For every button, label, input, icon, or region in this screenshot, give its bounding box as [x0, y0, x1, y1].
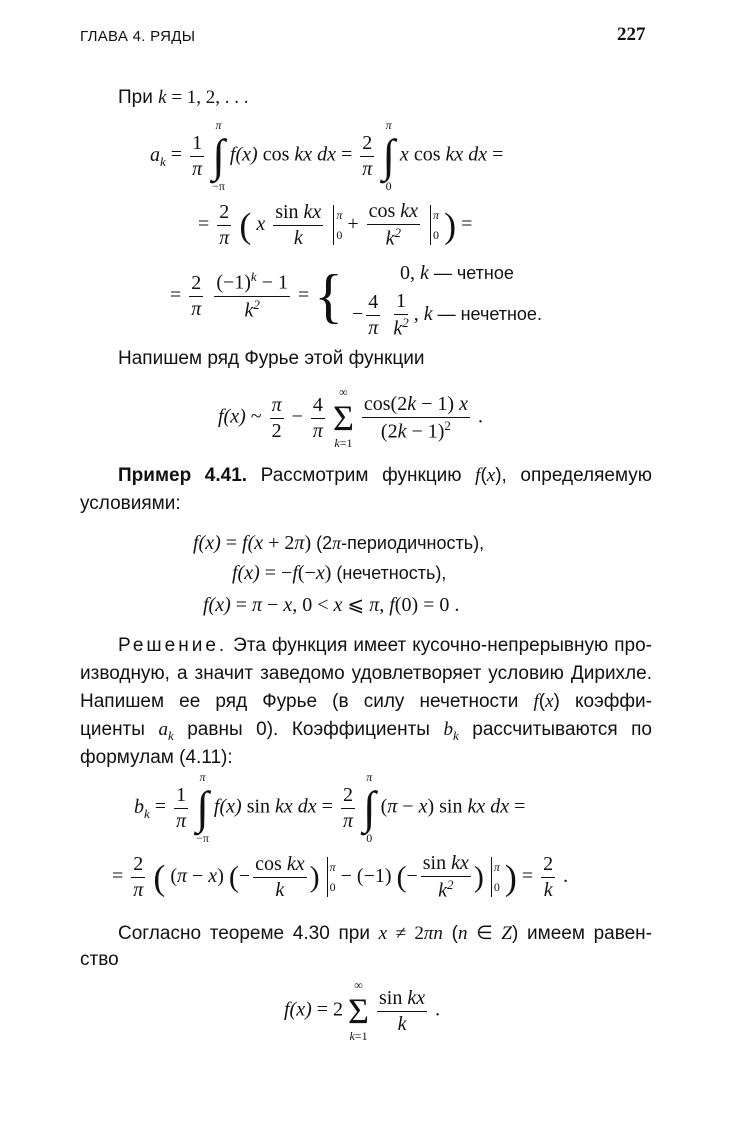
- example-line-2: условиями:: [80, 493, 181, 514]
- solution-line-2: изводную, а значит заведомо удовлетворяет условию Дирихле.: [80, 663, 652, 684]
- condition-definition: f(x) = π − x, 0 < x ⩽ π, f(0) = 0 .: [203, 594, 460, 616]
- formula-bk-line-2: = $\frac{2}{\pi}$ ( (π − x) (− $\frac{\text{cos kx}}{k}$ ) π 0 − (−1) (− $\frac{\text{sin kx}}{k^2}$ ) π 0 ) = $\frac{2}{k}$ .: [112, 852, 569, 902]
- theorem-line-1: Согласно теореме 4.30 при x ≠ 2πn (n ∈ Z) имеем равен-: [118, 923, 652, 944]
- text-line-fourier: Напишем ряд Фурье этой функции: [118, 348, 425, 369]
- page-number: 227: [617, 24, 646, 45]
- text-label: При: [118, 87, 159, 108]
- case-odd: − $\frac{4}{\pi}$ $\frac{1}{k^2}$ , k — нечетное.: [352, 290, 542, 340]
- example-label: Пример 4.41.: [118, 465, 248, 486]
- condition-periodic: f(x) = f(x + 2π) (2π-периодичность),: [193, 532, 485, 554]
- solution-line-3: Напишем ее ряд Фурье (в силу нечетности f(x) коэффи-: [80, 691, 652, 712]
- theorem-line-2: ство: [80, 949, 119, 970]
- formula-bk-line-1: $b_k$ = $\frac{1}{\pi}$ π ∫ −π f(x) sin kx dx = $\frac{2}{\pi}$ π ∫ 0 (π − x) sin kx dx =: [134, 770, 526, 845]
- example-line-1: Пример 4.41. Рассмотрим функцию f(x), определяемую: [118, 465, 652, 486]
- formula-series-cos: f(x) ~ $\frac{\pi}{2}$ − $\frac{4}{\pi}$ ∞ Σ k=1 $\frac{\cos(2k - 1) x}{(2k - 1)^2}$ .: [218, 385, 483, 450]
- solution-line-5: формулам (4.11):: [80, 747, 233, 768]
- formula-ak-line-2: = $\frac{2}{\pi}$ ( x $\frac{\text{sin kx}}{k}$ π 0 + $\frac{\text{cos kx}}{k^2}$ π 0 ) =: [198, 200, 473, 250]
- text-line-k-range: При k = 1, 2, . . .: [118, 87, 249, 108]
- solution-label: Решение.: [118, 635, 228, 656]
- solution-line-4: циенты $a_k$ равны 0). Коэффициенты $b_k$ рассчитываются по: [80, 719, 652, 743]
- formula-ak-line-3: = $\frac{2}{\pi}$ $\frac{(-1)^k - 1}{k^2}$ = {: [170, 263, 344, 329]
- formula-series-sin: f(x) = 2 ∞ Σ k=1 $\frac{\text{sin kx}}{k}$ .: [284, 978, 441, 1043]
- condition-odd: f(x) = −f(−x) (нечетность),: [232, 562, 447, 584]
- solution-line-1: Решение. Эта функция имеет кусочно-непрерывную про-: [118, 635, 653, 656]
- case-even: 0, k — четное: [400, 262, 514, 284]
- formula-ak-line-1: $a_k$ = $\frac{1}{\pi}$ π ∫ −π f(x) cos kx dx = $\frac{2}{\pi}$ π ∫ 0 x cos kx dx =: [150, 118, 504, 193]
- running-header: ГЛАВА 4. РЯДЫ: [80, 28, 196, 45]
